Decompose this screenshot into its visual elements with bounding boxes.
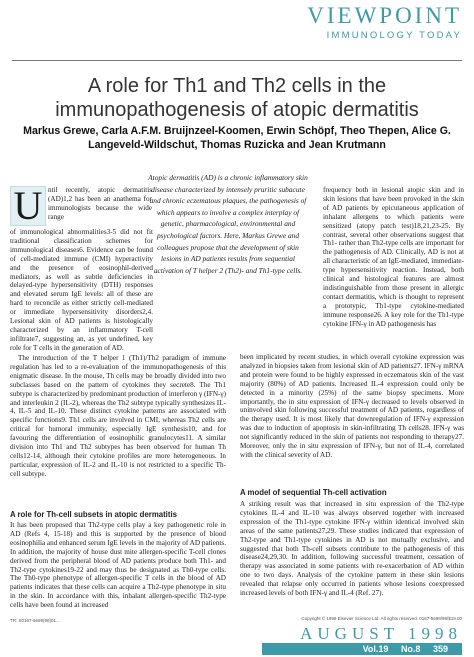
lead-paragraph-start <box>48 186 152 222</box>
right-section-paragraph: A striking result was that increased in situ expression of the Th2-type cytokines IL-4 and IL-10 was always observed together with increased expression of the Th1-type cytokine IFN-γ within identical involved skin areas of the same patients27,29. These studies indicated that expression of Th2-type and Th1-type cytokines in AD is not mutually exclusive, and suggested that both Th-cell subsets contribute to the pathogenesis of this disease24,29,30. In addition, following successful treatment, cessation of therapy was associated in some patients with re-exacerbation of AD within one to two days. Analysis of the cytokine pattern in these skin lesions revealed that relapse only occurred in patients whose lesions coexpressed increased levels of both IFN-γ and IL-4 (Ref. 27). <box>240 500 464 598</box>
volume-label: Vol.19 <box>362 644 389 654</box>
number-label: No.8 <box>400 644 421 654</box>
lead-paragraph-continued <box>10 228 153 353</box>
issue-year: 1998 <box>408 624 462 643</box>
section-heading-sequential-model: A model of sequential Th-cell activation <box>240 488 387 497</box>
issue-bar <box>262 643 462 655</box>
lead-text-1: ntil recently, atopic dermatitis (AD)1,2 has been an anathema for immunologists because the wide range <box>48 186 152 221</box>
page-number: 359 <box>432 644 448 654</box>
footer-copyright: Copyright © 1998 Elsevier Science Ltd. All rights reserved. 0167-5699/98/$19.00 <box>301 616 462 621</box>
right-column-section <box>240 500 464 598</box>
lead-text-2: of immunological abnormalities3-5 did not fit traditional classification schemes for immunological diseases6. Evidence can be found of cell-mediated immune (CMI) hyperactivity and the presence of eosinophil-derived mediators, as well as subtle deficiencies in delayed-type hypersensitivity (DTH) responses and elevated serum IgE levels: all of these are hard to reconcile as either strictly cell-mediated or immediate hypersensitivity disorders2,4. Lesional skin of AD patients is histologically characterized by an inflammatory T-cell infiltrate7, suggesting an, as yet undefined, key role for T cells in the generation of AD. <box>10 228 153 352</box>
drop-cap: U <box>10 186 46 226</box>
right-column-body <box>240 353 464 460</box>
left-column-section <box>10 521 226 610</box>
right-column-top <box>323 186 464 329</box>
issue-month: AUGUST <box>300 624 399 643</box>
left-column-body <box>10 354 226 479</box>
journal-header <box>307 4 462 41</box>
section-heading-th-subsets: A role for Th-cell subsets in atopic dermatitis <box>10 510 177 519</box>
footer-article-code: TR: S0167-5699(98)01... <box>10 618 60 623</box>
left-body-paragraph: The introduction of the T helper 1 (Th1)/Th2 paradigm of immune regulation has led to a re-evaluation of the immunopathogenesis of this enigmatic disease. In the mouse, Th cells may be broadly divided into two subclasses based on the pattern of cytokines they secrete8. The Th1 subtype is characterized by predominant production of interferon γ (IFN-γ) and interleukin 2 (IL-2), whereas the Th2 subtype typically synthesizes IL-4, IL-5 and IL-10. These distinct cytokine patterns are associated with specific functions9. Th1 cells are involved in CMI, whereas Th2 cells are critical for humoral immunity, especially IgE synthesis10, and for favouring the differentiation of eosinophilic granulocytes11. A similar division into Th1 and Th2 subtypes has been observed for human Th cells12-14, although their cytokine profiles are more heterogeneous. In particular, expression of IL-2 and IL-10 is not restricted to a specific Th-cell subtype. <box>10 354 226 478</box>
issue-date <box>300 624 462 644</box>
left-section-paragraph: It has been proposed that Th2-type cells play a key pathogenetic role in AD (Refs 4, 15-18) and this is supported by the presence of blood eosinophilia and enhanced serum IgE levels in the majority of AD patients. In addition, the majority of house dust mite allergen-specific T-cell clones derived from the peripheral blood of AD patients produce both Th1- and Th2-type cytokines19-22 and may thus be designated as Th0-type cells. The Th0-type phenotype of allergen-specific T cells in the blood of AD patients indicates that these cells can acquire a Th2-type phenotype in situ in the skin. In accordance with this, inhalant allergen-specific Th2-type cells have been found at increased <box>10 521 226 610</box>
section-title: VIEWPOINT <box>307 3 462 28</box>
right-top-paragraph: frequency both in lesional atopic skin and in skin lesions that have been provoked in the skin of AD patients by epicutaneous application of inhalant allergens to which patients were sensitized (atopy patch test)18,21,23-25. By contrast, several other observations suggest that Th1- rather than Th2-type cells are important for the pathogenesis of AD. Clinically, AD is not at all characteristic of an IgE-mediated, immediate-type hypersensitivity reaction. Instead, both clinical and histological features are almost indistinguishable from those present in allergic contact dermatitis, which is thought to represent a prototypic, Th1-type cytokine-mediated immune response26. A key role for the Th1-type cytokine IFN-γ in AD pathogenesis has <box>323 186 464 328</box>
journal-name: IMMUNOLOGY TODAY <box>326 30 462 41</box>
right-body-paragraph: been implicated by recent studies, in which overall cytokine expression was analyzed in biopsies taken from lesional skin of AD patients27. IFN-γ mRNA and protein were found to be highly expressed in eczematous skin of the vast majority (80%) of AD patients. Increased IL-4 expression could only be detected in a minority (25%) of the same biopsy specimens. More importantly, the in situ expression of IFN-γ decreased to levels observed in uninvolved skin following successful treatment of AD patients, regardless of the therapy used. It is most likely that downregulation of IFN-γ expression was due to induction of apoptosis in skin-infiltrating Th cells28. IFN-γ was not significantly reduced in the skin of patients not responding to therapy27. Moreover, only the in situ expression of IFN-γ, but not of IL-4, correlated with the clinical severity of AD. <box>240 353 464 459</box>
article-authors: Markus Grewe, Carla A.F.M. Bruijnzeel-Koomen, Erwin Schöpf, Theo Thepen, Alice G. Langeveld-Wildschut, Thomas Ruzicka and Jean Krutmann <box>23 125 451 151</box>
article-title: A role for Th1 and Th2 cells in the immunopathogenesis of atopic dermatitis <box>55 75 419 121</box>
pull-quote: Atopic dermatitis (AD) is a chronic inflammatory skin disease characterized by intensely pruritic subacute and chronic eczematous plaques, the pathogenesis of which appears to involve a complex interplay of genetic, pharmacological, environmental and psychological factors. Here, Markus Grewe and colleagues propose that the development of skin lesions in AD patients results from sequential activation of T helper 2 (Th2)- and Th1-type cells. <box>148 173 308 275</box>
header-rule <box>12 60 462 61</box>
